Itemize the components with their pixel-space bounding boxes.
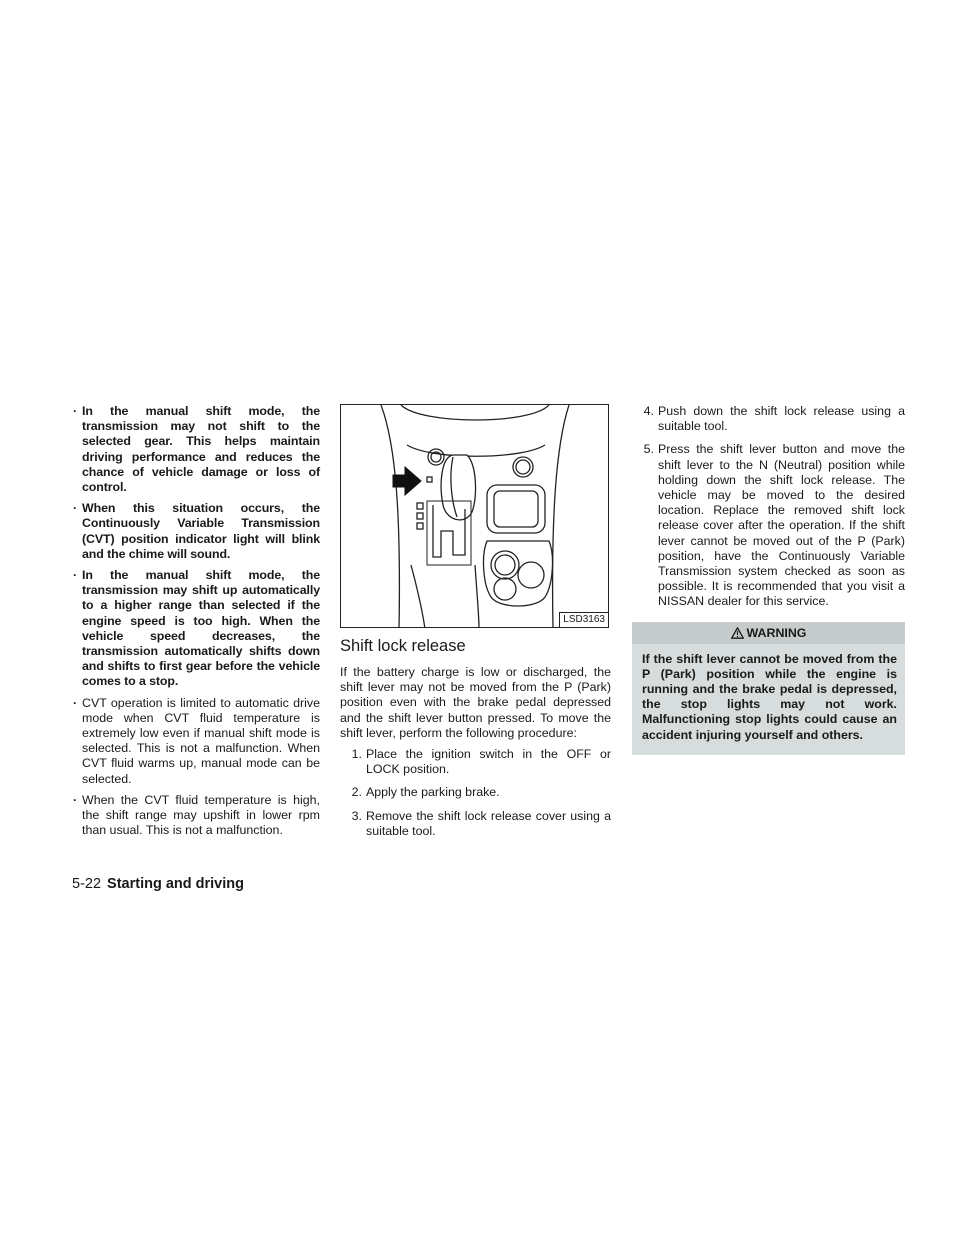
step-text: Place the ignition switch in the OFF or LOCK position.: [366, 747, 611, 777]
shift-lever-figure: [340, 404, 609, 628]
right-column: [632, 404, 905, 755]
procedure-step: [632, 442, 905, 609]
shift-lever-illustration: [341, 405, 609, 628]
warning-label: WARNING: [746, 625, 807, 640]
step-text: Press the shift lever button and move the shift lever to the N (Neutral) position while holding down the shift lock release. The vehicle may be moved to the desired location. Replace the removed shift lock release cover after the operation. If the shift lever cannot be moved out of the P (Park) position, have the Continuously Variable Transmission system checked as soon as possible. It is recommended that you visit a NISSAN dealer for this service.: [658, 442, 905, 609]
warning-text: If the shift lever cannot be moved from the P (Park) position while the engine is running and the brake pedal is depressed, the stop lights may not work. Malfunctioning stop lights could cause an accident injuring yourself and others.: [642, 651, 897, 742]
left-column: [72, 404, 320, 844]
warning-box: [632, 622, 905, 755]
step-text: Remove the shift lock release cover using a suitable tool.: [366, 808, 611, 838]
bullet-item: · When this situation occurs, the Continuously Variable Transmission (CVT) position indicator light will blink and the chime will sound.: [72, 501, 320, 562]
bullet-item: · In the manual shift mode, the transmission may shift up automatically to a higher range than selected if the engine speed is too high. When the vehicle speed decreases, the transmission automatically shifts down and shifts to first gear before the vehicle comes to a stop.: [72, 568, 320, 690]
step-number: 4.: [643, 404, 654, 418]
bullet-item: · When the CVT fluid temperature is high, the shift range may upshift in lower rpm than usual. This is not a malfunction.: [72, 793, 320, 839]
step-number: 1.: [351, 747, 362, 762]
step-text: Push down the shift lock release using a suitable tool.: [658, 404, 905, 434]
step-number: 5.: [643, 442, 654, 457]
middle-column: [340, 404, 611, 847]
step-number: 2.: [351, 785, 362, 800]
bullet-list: [72, 404, 320, 838]
step-number: 3.: [351, 808, 362, 823]
page-number: 5-22: [72, 876, 102, 892]
procedure-step: [340, 785, 611, 800]
procedure-step: [632, 404, 905, 434]
figure-id: LSD3163: [559, 612, 608, 627]
procedure-list-continued: [632, 404, 905, 610]
warning-header: [632, 622, 905, 644]
bullet-item: · CVT operation is limited to automatic drive mode when CVT fluid temperature is extremely low even if manual shift mode is selected. This is not a malfunction. When CVT fluid warms up, manual mode can be selected.: [72, 696, 320, 787]
bullet-item: · In the manual shift mode, the transmission may not shift to the selected gear. This helps maintain driving performance and reduces the chance of vehicle damage or loss of control.: [72, 404, 320, 495]
procedure-list: [340, 747, 611, 839]
page-footer: [72, 876, 244, 892]
procedure-step: [340, 809, 611, 839]
section-intro: If the battery charge is low or discharged, the shift lever may not be moved from the P (Park) position even with the brake pedal depressed and the shift lever button pressed. To move the shift lever, perform the following procedure:: [340, 665, 611, 740]
step-text: Apply the parking brake.: [366, 785, 500, 800]
section-title: Shift lock release: [340, 637, 466, 655]
warning-triangle-icon: [731, 627, 744, 639]
footer-section-title: Starting and driving: [107, 876, 244, 892]
procedure-step: [340, 747, 611, 777]
